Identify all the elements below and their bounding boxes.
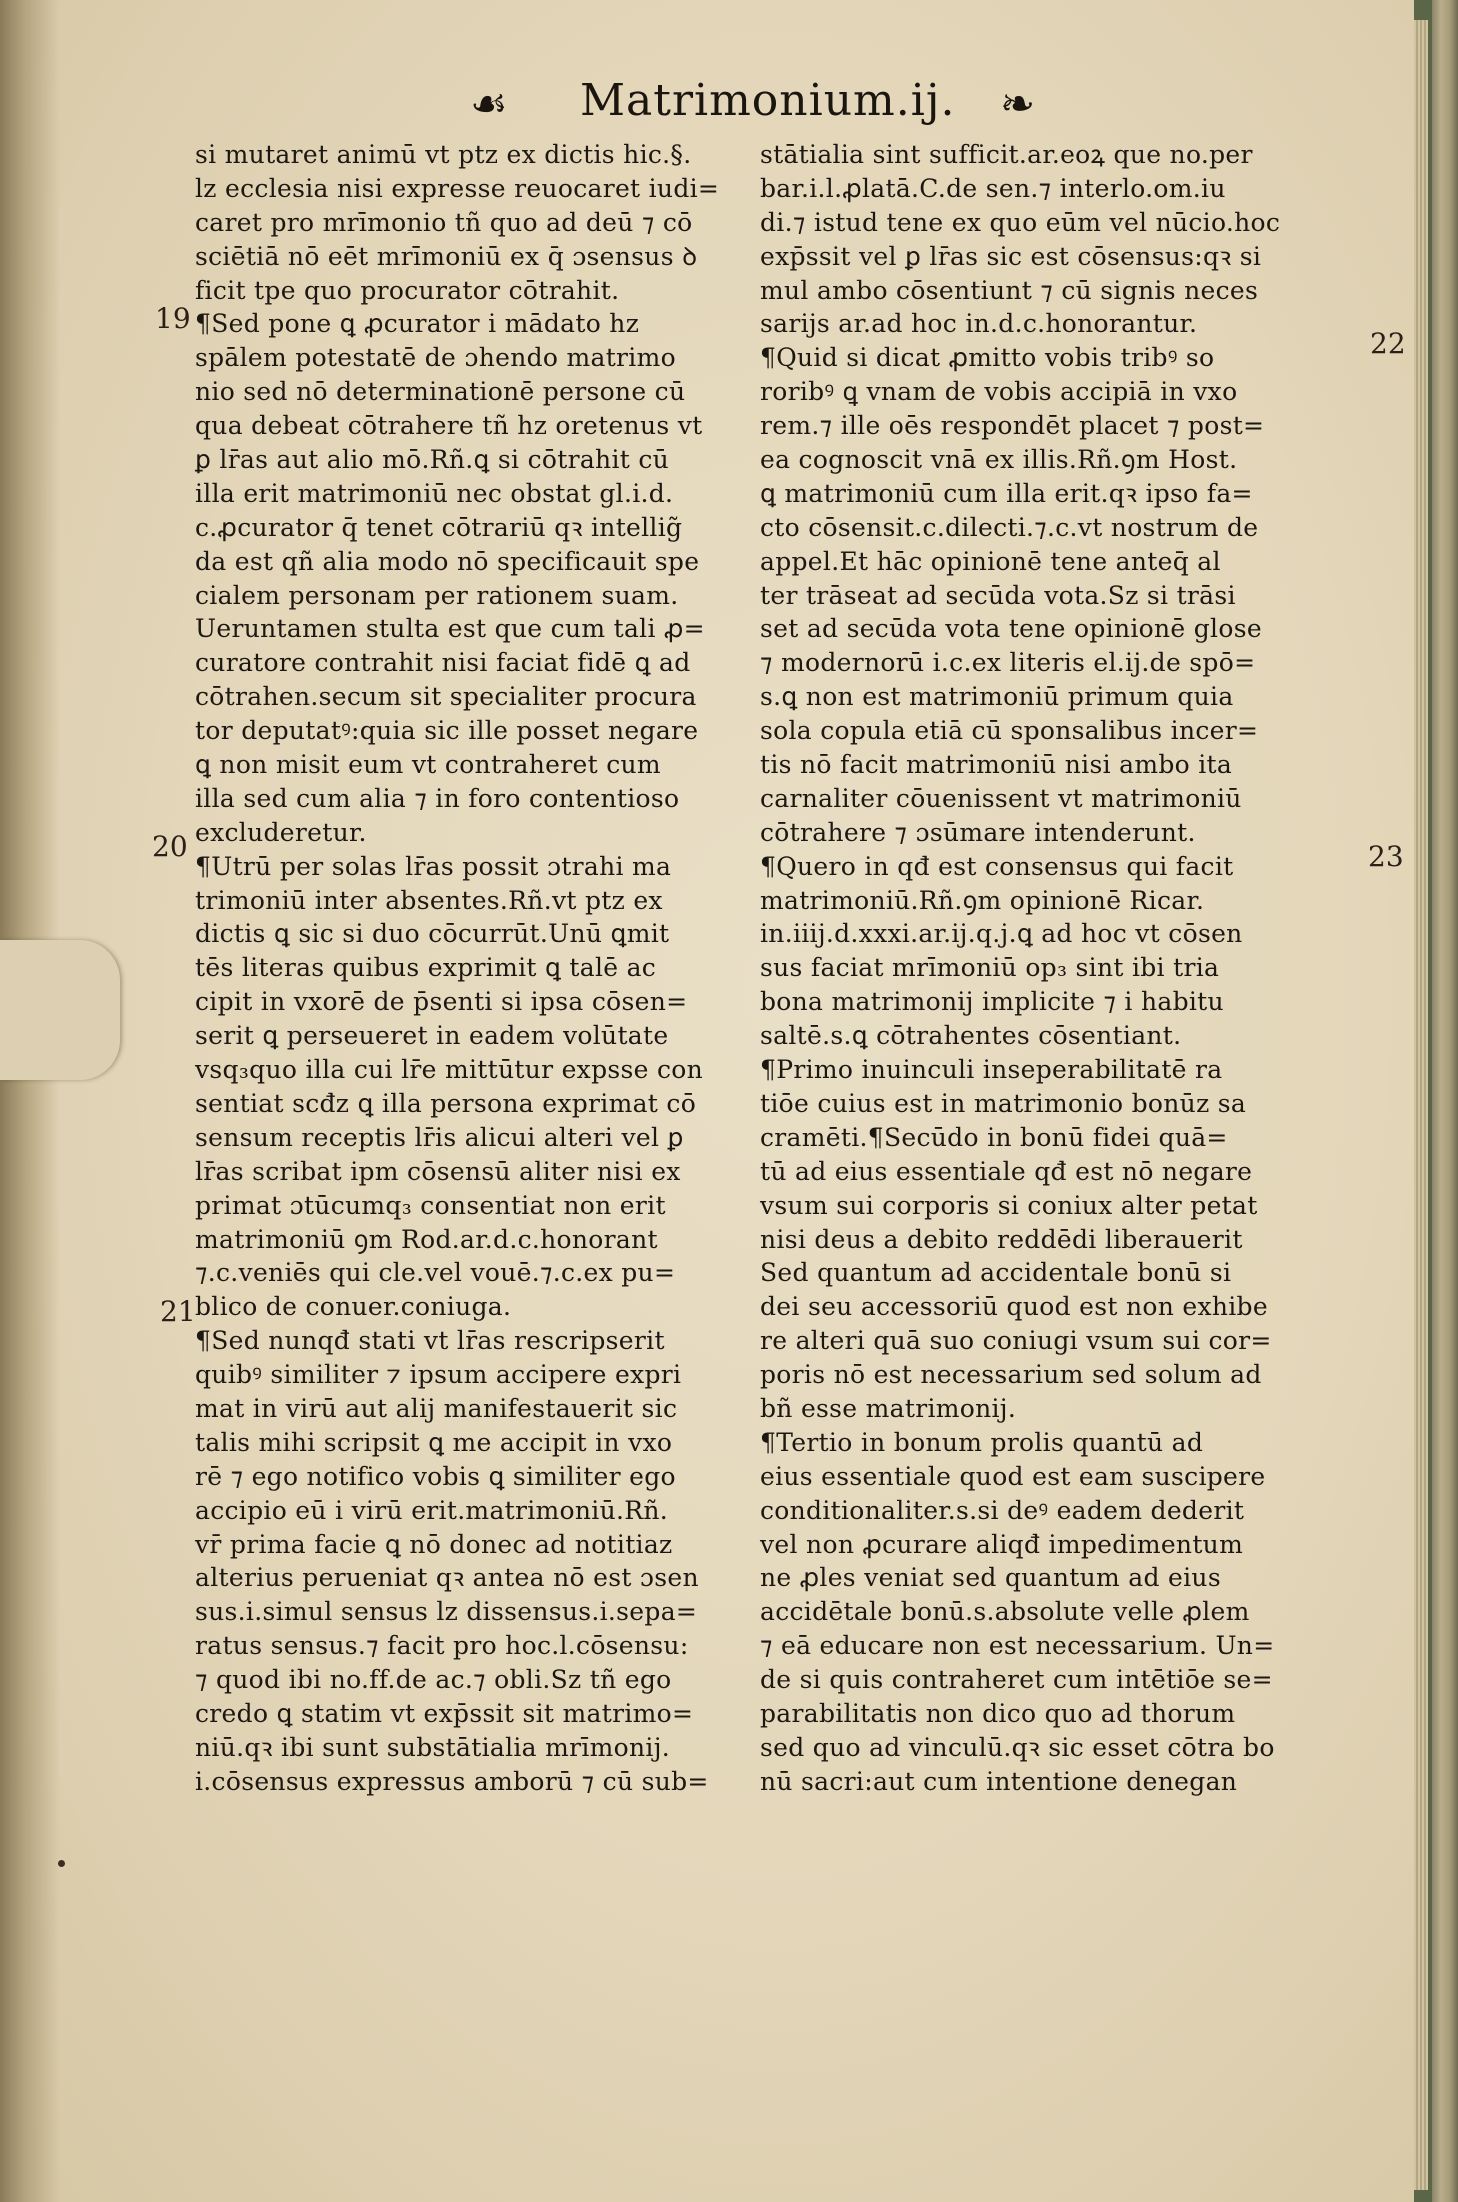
margin-number: 19 [155,302,191,335]
text-line: set ad secūda vota tene opinionē glose [760,614,1262,644]
text-line: ficit tpe quo procurator cōtrahit. [195,275,620,305]
text-line: ꝑ lr̄as aut alio mō.Rñ.ꝗ si cōtrahit cū [195,445,670,475]
text-line: illa sed cum alia ⁊ in foro contentioso [195,783,680,813]
text-line: ꝗ non misit eum vt contraheret cum [195,750,661,780]
text-line: bñ esse matrimonij. [760,1393,1017,1423]
text-line: blico de conuer.coniuga. [195,1292,512,1322]
ink-speck [58,1860,65,1867]
text-line: lr̄as scribat ipm cōsensū aliter nisi ex [195,1156,681,1186]
text-line: ¶Primo inuinculi inseperabilitatē ra [760,1055,1223,1085]
right-column [760,138,1350,1799]
text-line: nio sed nō determinationē persone cū [195,377,686,407]
text-line: matrimoniū ꝯm Rod.ar.d.c.honorant [195,1224,658,1254]
text-line: ¶Quero in qđ est consensus qui facit [760,851,1234,881]
text-line: accipio eū i virū erit.matrimoniū.Rñ. [195,1495,669,1525]
page-stack-edge [1432,0,1458,2202]
margin-number: 20 [152,830,188,863]
text-line: credo ꝗ statim vt exp̄ssit sit matrimo= [195,1698,694,1728]
text-line: quibꝰ similiter ⁊ ipsum accipere expri [195,1360,682,1390]
text-line: sarijs ar.ad hoc in.d.c.honorantur. [760,309,1198,339]
binding-gutter [0,0,60,2202]
text-line: roribꝰ ꝗ vnam de vobis accipiā in vxo [760,377,1238,407]
text-line: ¶Tertio in bonum prolis quantū ad [760,1427,1204,1457]
ornament-left-icon: ☙ [470,79,508,128]
text-line: da est qñ alia modo nō specificauit spe [195,546,700,576]
text-line: sentiat scđz ꝗ illa persona exprimat cō [195,1088,697,1118]
text-line: sus.i.simul sensus lz dissensus.i.sepa= [195,1597,698,1627]
text-line: ¶Sed pone ꝗ ꝓcurator i mādato hz [195,309,640,339]
text-line: vsum sui corporis si coniux alter petat [760,1190,1258,1220]
text-line: curatore contrahit nisi faciat fidē ꝗ ad [195,648,691,678]
text-line: lz ecclesia nisi expresse reuocaret iudi= [195,173,720,203]
text-line: trimoniū inter absentes.Rñ.vt ptz ex [195,885,663,915]
text-line: alterius perueniat qꝛ antea nō est ɔsen [195,1563,699,1593]
text-line: sed quo ad vinculū.qꝛ sic esset cōtra bo [760,1732,1275,1762]
text-line: matrimoniū.Rñ.ꝯm opinionē Ricar. [760,885,1205,915]
text-line: i.cōsensus expressus amborū ⁊ cū sub= [195,1766,709,1796]
text-line: sus faciat mrīmoniū op₃ sint ibi tria [760,953,1220,983]
page-stack-lines [1414,20,1428,2190]
text-line: c.ꝓcurator q̄ tenet cōtrariū qꝛ intellig̃ [195,512,683,542]
text-line: rem.⁊ ille oēs respondēt placet ⁊ post= [760,411,1265,441]
text-line: sensum receptis lr̄is alicui alteri vel ꝑ [195,1122,684,1152]
margin-number: 22 [1370,327,1406,360]
text-line: qua debeat cōtrahere tñ hz oretenus vt [195,411,703,441]
text-line: exp̄ssit vel ꝑ lr̄as sic est cōsensus:qꝛ si [760,241,1262,271]
margin-number: 23 [1368,840,1404,873]
text-line: ne ꝓles veniat sed quantum ad eius [760,1563,1221,1593]
text-line: carnaliter cōuenissent vt matrimoniū [760,783,1242,813]
text-line: ¶Utrū per solas lr̄as possit ɔtrahi ma [195,851,672,881]
text-line: parabilitatis non dico quo ad thorum [760,1698,1236,1728]
thumb-tab [0,940,120,1080]
text-line: s.ꝗ non est matrimoniū primum quia [760,682,1234,712]
text-line: tū ad eius essentiale qđ est nō negare [760,1156,1253,1186]
text-line: sola copula etiā cū sponsalibus incer= [760,716,1259,746]
text-line: accidētale bonū.s.absolute velle ꝓlem [760,1597,1250,1627]
text-line: ⁊.c.veniēs qui cle.vel vouē.⁊.c.ex pu= [195,1258,676,1288]
text-line: talis mihi scripsit ꝗ me accipit in vxo [195,1427,673,1457]
text-line: si mutaret animū vt ptz ex dictis hic.§. [195,140,692,169]
text-line: ¶Quid si dicat ꝓmitto vobis tribꝰ so [760,343,1215,373]
text-line: dei seu accessoriū quod est non exhibe [760,1292,1268,1322]
text-line: mat in virū aut alij manifestauerit sic [195,1393,678,1423]
text-line: excluderetur. [195,817,367,847]
text-line: bar.i.l.ꝓlatā.C.de sen.⁊ interlo.om.iu [760,173,1226,203]
running-head-title: Matrimonium.ij. [580,75,956,126]
text-line: ⁊ eā educare non est necessarium. Un= [760,1631,1275,1661]
text-line: primat ɔtūcumq₃ consentiat non erit [195,1190,666,1220]
text-line: de si quis contraheret cum intētiōe se= [760,1665,1273,1695]
text-line: ⁊ modernorū i.c.ex literis el.ij.de spō= [760,648,1256,678]
text-line: ea cognoscit vnā ex illis.Rñ.ꝯm Host. [760,445,1238,475]
text-line: conditionaliter.s.si deꝰ eadem dederit [760,1495,1245,1525]
text-line: saltē.s.ꝗ cōtrahentes cōsentiant. [760,1021,1182,1051]
text-line: bona matrimonij implicite ⁊ i habitu [760,987,1224,1017]
running-head [470,75,1110,135]
text-line: serit ꝗ perseueret in eadem volūtate [195,1021,669,1051]
text-line: cto cōsensit.c.dilecti.⁊.c.vt nostrum de [760,512,1259,542]
text-line: tor deputatꝰ:quia sic ille posset negare [195,716,699,746]
text-line: nū sacri:aut cum intentione denegan [760,1766,1238,1796]
margin-number: 21 [160,1295,196,1328]
text-line: Sed quantum ad accidentale bonū si [760,1258,1232,1288]
text-line: tiōe cuius est in matrimonio bonūz sa [760,1088,1247,1118]
text-line: rē ⁊ ego notifico vobis ꝗ similiter ego [195,1461,676,1491]
text-line: Ueruntamen stulta est que cum tali ꝓ= [195,614,705,644]
text-line: mul ambo cōsentiunt ⁊ cū signis neces [760,275,1259,305]
text-line: di.⁊ istud tene ex quo eūm vel nūcio.hoc [760,207,1281,237]
text-line: poris nō est necessarium sed solum ad [760,1360,1262,1390]
text-line: vel non ꝓcurare aliqđ impedimentum [760,1529,1244,1559]
ornament-right-icon: ❧ [1000,79,1036,128]
text-line: appel.Et hāc opinionē tene anteq̄ al [760,546,1221,576]
text-line: ꝗ matrimoniū cum illa erit.qꝛ ipso fa= [760,478,1253,508]
text-line: tis nō facit matrimoniū nisi ambo ita [760,750,1233,780]
text-line: ⁊ quod ibi no.ff.de ac.⁊ obli.Sz tñ ego [195,1665,672,1695]
text-line: ¶Sed nunqđ stati vt lr̄as rescripserit [195,1326,665,1356]
text-line: in.iiij.d.xxxi.ar.ij.q.j.ꝗ ad hoc vt cōsen [760,919,1243,949]
text-line: dictis ꝗ sic si duo cōcurrūt.Unū ꝗmit [195,919,670,949]
text-line: spālem potestatē de ɔhendo matrimo [195,343,676,373]
text-line: nisi deus a debito reddēdi liberauerit [760,1224,1243,1254]
text-line: vr̄ prima facie ꝗ nō donec ad notitiaz [195,1529,673,1559]
text-line: ratus sensus.⁊ facit pro hoc.l.cōsensu: [195,1631,689,1661]
text-line: caret pro mrīmonio tñ quo ad deū ⁊ cō [195,207,693,237]
text-line: re alteri quā suo coniugi vsum sui cor= [760,1326,1272,1356]
text-line: cialem personam per rationem suam. [195,580,679,610]
text-line: cramēti.¶Secūdo in bonū fidei quā= [760,1122,1228,1152]
text-line: illa erit matrimoniū nec obstat gl.i.d. [195,478,674,508]
text-line: cōtrahen.secum sit specialiter procura [195,682,697,712]
text-line: ter trāseat ad secūda vota.Sz si trāsi [760,580,1236,610]
text-line: tēs literas quibus exprimit ꝗ talē ac [195,953,657,983]
text-line: cipit in vxorē de p̄senti si ipsa cōsen= [195,987,688,1017]
text-line: cōtrahere ⁊ ɔsūmare intenderunt. [760,817,1196,847]
text-line: vsq₃quo illa cui lr̄e mittūtur expsse con [195,1055,704,1085]
text-line: niū.qꝛ ibi sunt substātialia mrīmonij. [195,1732,671,1762]
left-column [195,138,795,1799]
text-line: eius essentiale quod est eam suscipere [760,1461,1266,1491]
text-line: sciētiā nō eēt mrīmoniū ex q̄ ɔsensus ꝺ [195,241,698,271]
text-line: stātialia sint sufficit.ar.eoꝝ que no.per [760,140,1253,169]
